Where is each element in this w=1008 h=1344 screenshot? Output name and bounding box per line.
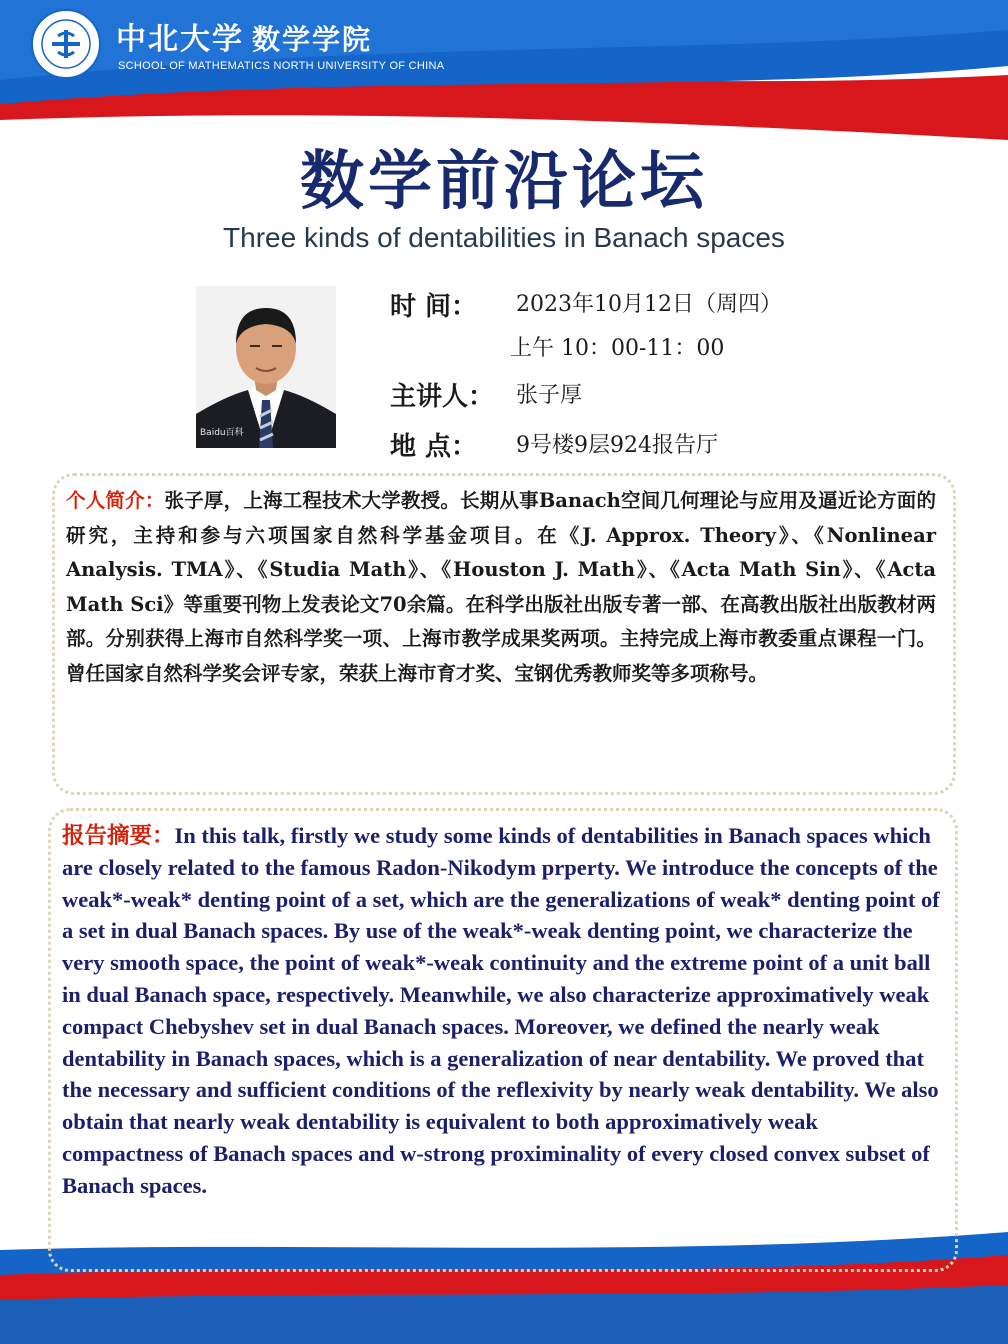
abstract-label: 报告摘要： — [62, 823, 175, 848]
bio-label: 个人简介： — [66, 489, 165, 512]
brand-title — [116, 14, 372, 58]
time-hours-value: 上午 10：00-11：00 — [510, 336, 725, 361]
location-label: 地 点： — [390, 432, 478, 462]
bio-text — [66, 484, 936, 692]
location-value: 9号楼9层924报告厅 — [516, 433, 718, 458]
photo-watermark: Baidu百科 — [200, 428, 244, 438]
bio-body: 张子厚，上海工程技术大学教授。长期从事Banach空间几何理论与应用及逼近论方面的研究，主持和参与六项国家自然科学基金项目。在《J. Approx. Theory》、《Nonlinear Analysis. TMA》、《Studia Math》、《Houston J. Math》、《Acta Math Sin》、《Acta Math Sci》等重要刊物上发表论文70余篇。在科学出版社出版专著一部、在高教出版社出版教材两部。分别获得上海市自然科学奖一项、上海市教学成果奖两项。主持完成上海市教委重点课程一门。曾任国家自然科学奖会评专家，荣获上海市育才奖、宝钢优秀教师奖等多项称号。 — [66, 489, 936, 685]
speaker-photo — [196, 286, 336, 448]
brand-english: SCHOOL OF MATHEMATICS NORTH UNIVERSITY OF CHINA — [118, 60, 445, 72]
speaker-value: 张子厚 — [516, 383, 583, 408]
abstract-body: In this talk, firstly we study some kinds of dentabilities in Banach spaces which are closely related to the famous Radon-Nikodym prperty. We introduce the concepts of the weak*-weak* denting point of a set, which are the generalizations of weak* denting point of a set in dual Banach spaces. By use of the weak*-weak denting point, we characterize the very smooth space, the point of weak*-weak continuity and the extreme point of a unit ball in dual Banach space, respectively. Meanwhile, we also characterize approximatively weak compact Chebyshev set in dual Banach spaces. Moreover, we defined the nearly weak dentability in Banach spaces, which is a generalization of near dentability. We proved that the necessary and sufficient conditions of the reflexivity by nearly weak dentability. We also obtain that nearly weak dentability is equivalent to both approximatively weak compactness of Banach spaces and w-strong proximinality of every closed convex subset of Banach spaces. — [62, 823, 940, 1198]
abstract-text — [62, 820, 942, 1202]
time-date-value: 2023年10月12日（周四） — [516, 292, 782, 317]
talk-title: Three kinds of dentabilities in Banach spaces — [223, 222, 785, 253]
time-label: 时 间： — [390, 292, 478, 322]
department-name: 数学学院 — [252, 23, 373, 56]
page-title: 数学前沿论坛 — [300, 145, 708, 219]
speaker-label: 主讲人： — [390, 382, 495, 412]
university-name: 中北大学 — [116, 22, 244, 57]
university-logo — [30, 8, 102, 80]
